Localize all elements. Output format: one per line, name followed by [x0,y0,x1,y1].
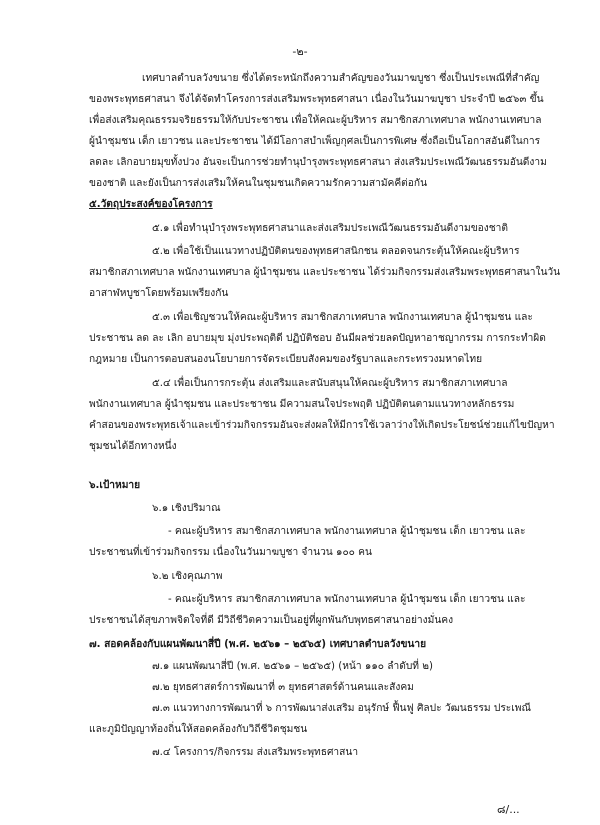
text-line: ของพระพุทธศาสนา จึงได้จัดทำโครงการส่งเสริมพระพุทธศาสนา เนื่องในวันมาฆบูชา ประจำปี ๒๕๖๓ ขึ้น [89,94,544,105]
text-line: และภูมิปัญญาท้องถิ่นให้สอดคล้องกับวิถีชีวิตชุมชน [89,724,308,735]
subsection-label: ๖.๒ เชิงคุณภาพ [152,571,223,582]
text-line: - คณะผู้บริหาร สมาชิกสภาเทศบาล พนักงานเทศบาล ผู้นำชุมชน เด็ก เยาวชน และ [168,594,526,605]
text-line: ชุมชนได้อีกทางหนึ่ง [89,441,177,452]
section-heading: ๖.เป้าหมาย [89,480,141,491]
text-line: อาสาฬหบูชาโดยพร้อมเพรียงกัน [89,288,229,299]
alignment-item: ๗.๑ แผนพัฒนาสี่ปี (พ.ศ. ๒๕๖๑ – ๒๕๖๕) (หน้า ๑๑๐ ลำดับที่ ๒) [152,661,433,672]
alignment-item: ๗.๓ แนวทางการพัฒนาที่ ๖ การพัฒนาส่งเสริม อนุรักษ์ ฟื้นฟู ศิลปะ วัฒนธรรม ประเพณี [152,703,531,714]
alignment-item: ๗.๔ โครงการ/กิจกรรม ส่งเสริมพระพุทธศาสนา [152,747,359,758]
text-line: เพื่อส่งเสริมคุณธรรมจริยธรรมให้กับประชาชน เพื่อให้คณะผู้บริหาร สมาชิกสภาเทศบาล พนักงานเทศบาล [89,115,542,126]
text-line: ของชาติ และยังเป็นการส่งเสริมให้คนในชุมชนเกิดความรักความสามัคคีต่อกัน [89,178,428,189]
text-line: เทศบาลตำบลวังขนาย ซึ่งได้ตระหนักถึงความสำคัญของวันมาฆบูชา ซึ่งเป็นประเพณีที่สำคัญ [142,73,540,84]
alignment-item: ๗.๒ ยุทธศาสตร์การพัฒนาที่ ๓ ยุทธศาสตร์ด้านคนและสังคม [152,682,414,693]
text-line: ประชาชน ลด ละ เลิก อบายมุข มุ่งประพฤติดี ปฏิบัติชอบ อันมีผลช่วยลดปัญหาอาชญากรรม การกระทำผิด [89,333,546,344]
text-line: ประชาชนที่เข้าร่วมกิจกรรม เนื่องในวันมาฆบูชา จำนวน ๑๐๐ คน [89,547,372,558]
objective-item: ๕.๓ เพื่อเชิญชวนให้คณะผู้บริหาร สมาชิกสภาเทศบาล พนักงานเทศบาล ผู้นำชุมชน และ [152,312,533,323]
section-heading: ๗. สอดคล้องกับแผนพัฒนาสี่ปี (พ.ศ. ๒๕๖๑ – ๒๕๖๕) เทศบาลตำบลวังขนาย [89,639,427,650]
section-heading: ๕.วัตถุประสงค์ของโครงการ [89,199,213,210]
text-line: สมาชิกสภาเทศบาล พนักงานเทศบาล ผู้นำชุมชน และประชาชน ได้ร่วมกิจกรรมส่งเสริมพระพุทธศาสนาในวัน [89,267,561,278]
objective-item: ๕.๔ เพื่อเป็นการกระตุ้น ส่งเสริมและสนับสนุนให้คณะผู้บริหาร สมาชิกสภาเทศบาล [152,378,508,389]
subsection-label: ๖.๑ เชิงปริมาณ [152,503,221,514]
text-line: ผู้นำชุมชน เด็ก เยาวชน และประชาชน ได้มีโอกาสบำเพ็ญกุศลเป็นการพิเศษ ซึ่งถือเป็นโอกาสอันดีในการ [89,136,541,147]
text-line: คำสอนของพระพุทธเจ้าและเข้าร่วมกิจกรรมอันจะส่งผลให้มีการใช้เวลาว่างให้เกิดประโยชน์ช่วยแก้ไขปัญหา [89,420,555,431]
text-line: ลดละ เลิกอบายมุขทั้งปวง อันจะเป็นการช่วยทำนุบำรุงพระพุทธศาสนา ส่งเสริมประเพณีวัฒนธรรมอันดีงาม [89,157,547,168]
continuation-marker: ๘/... [497,803,520,816]
text-line: กฎหมาย เป็นการตอบสนองนโยบายการจัดระเบียบสังคมของรัฐบาลและกระทรวงมหาดไทย [89,354,483,365]
page-number: -๒- [292,45,308,58]
text-line: พนักงานเทศบาล ผู้นำชุมชน และประชาชน มีความสนใจประพฤติ ปฏิบัติตนตามแนวทางหลักธรรม [89,399,515,410]
text-line: ประชาชนได้สุขภาพจิตใจที่ดี มีวิถีชีวิตความเป็นอยู่ที่ผูกพันกับพุทธศาสนาอย่างมั่นคง [89,615,454,626]
objective-item: ๕.๒ เพื่อใช้เป็นแนวทางปฏิบัติตนของพุทธศาสนิกชน ตลอดจนกระตุ้นให้คณะผู้บริหาร [152,246,520,257]
objective-item: ๕.๑ เพื่อทำนุบำรุงพระพุทธศาสนาและส่งเสริมประเพณีวัฒนธรรมอันดีงามของชาติ [152,223,509,234]
text-line: - คณะผู้บริหาร สมาชิกสภาเทศบาล พนักงานเทศบาล ผู้นำชุมชน เด็ก เยาวชน และ [168,526,526,537]
